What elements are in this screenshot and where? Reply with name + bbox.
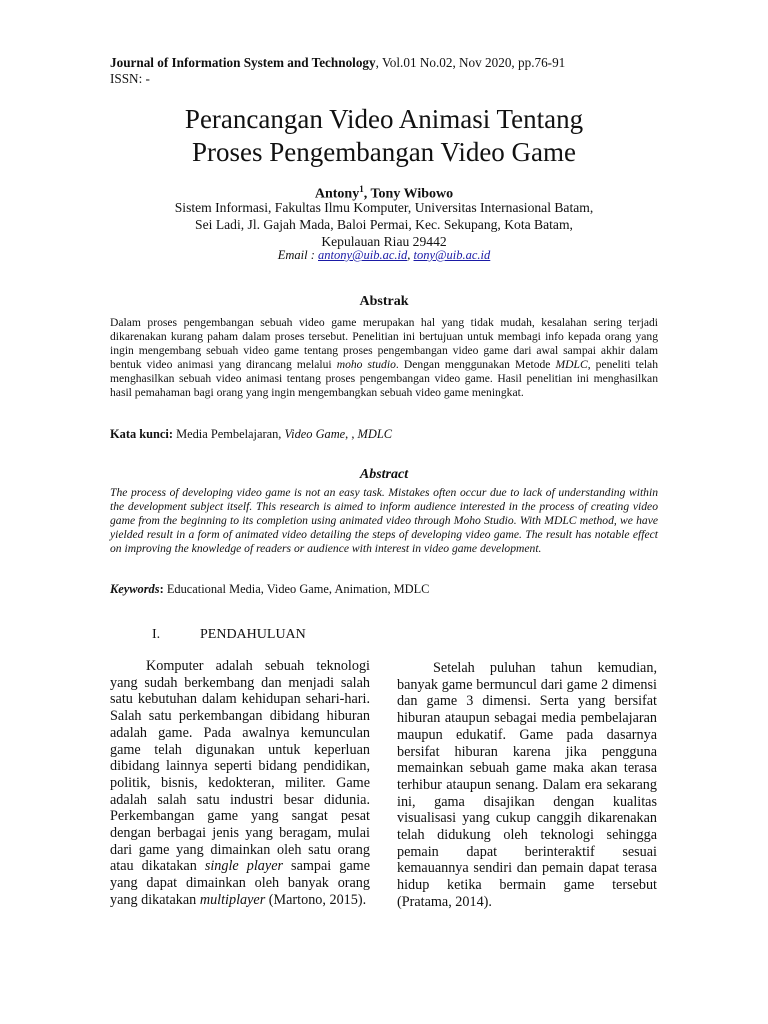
email-label: Email :	[277, 248, 318, 262]
body-text: Setelah puluhan tahun kemudian, banyak game bermuncul dari game 2 dimensi dan game 3 dimensi. Serta yang bersifat hiburan ataupun sebagai media pembelajaran maupun edukatif. Game pada dasarnya bersifat hiburan karena jika pengguna memainkan sebuah game maka akan terasa terhibur ataupun senang. Dalam era sekarang ini, gama disajikan dengan kualitas visualisasi yang cukup canggih dikarenakan telah didukung oleh teknologi sehingga pemain dapat berinteraktif sesuai kemauannya sendiri dan pemain dapat terasa hidup ketika bermain game tersebut (Pratama, 2014).	[397, 660, 657, 910]
abstrak-text: , peneliti telah menghasilkan sebuah video animasi tentang proses pengembangan video game. Hasil penelitian ini menghasilkan hasil pemahaman bagi orang yang ingin mengembangkan sebuah video game meningkat.	[110, 358, 659, 399]
paper-title	[0, 103, 768, 169]
body-column-left	[110, 658, 370, 909]
email-separator: ,	[407, 248, 414, 262]
abstrak-text: Dalam proses pengembangan sebuah video game merupakan hal yang tidak mudah, kesalahan sering terjadi dikarenakan kurang paham dalam proses tersebut. Penelitian ini bertujuan untuk membagi info kepada orang yang ingin mengembang sebuah video game tentang proses pengembangan video game dari awal sampai akhir dalam bentuk video animasi yang dirancang melalui	[110, 316, 658, 371]
keywords-label	[110, 582, 164, 596]
author-name: Antony	[314, 186, 360, 202]
email-link-antony[interactable]: antony@uib.ac.id	[318, 248, 408, 262]
section-heading-pendahuluan	[152, 627, 306, 643]
body-emphasis: multiplayer	[199, 891, 266, 908]
abstrak-emphasis: moho studio	[336, 358, 396, 371]
affiliation-line: Sistem Informasi, Fakultas Ilmu Komputer, Universitas Internasional Batam,	[174, 200, 594, 215]
abstrak-heading: Abstrak	[359, 294, 409, 309]
journal-name: Journal of Information System and Technology	[110, 55, 376, 70]
author-affiliation-mark: 1	[359, 184, 364, 194]
body-emphasis: single player	[204, 858, 284, 875]
kata-kunci-text: Media Pembelajaran,	[173, 427, 285, 441]
keywords-colon: :	[159, 582, 164, 596]
kata-kunci-emphasis: MDLC	[357, 427, 392, 441]
affiliation-line: Kepulauan Riau 29442	[321, 234, 447, 249]
paper-title-line-2: Proses Pengembangan Video Game	[191, 137, 577, 167]
keywords-label-text: Keywords	[110, 582, 160, 596]
body-text: sampai game yang dapat dimainkan oleh banyak orang yang dikatakan	[110, 858, 370, 908]
body-text: Komputer adalah sebuah teknologi yang sudah berkembang dan menjadi salah satu kebutuhan dalam kehidupan sehari-hari. Salah satu perkembangan dibidang hiburan adalah game. Pada awalnya kemunculan game telah digunakan untuk keperluan dibidang lainnya seperti bidang pendidikan, politik, bisnis, kedokteran, militer. Game adalah salah satu industri besar didunia. Perkembangan game yang sangat pesat dengan berbagai jenis yang beragam, mulai dari game yang dimainkan oleh satu orang atau dikatakan	[110, 658, 370, 875]
paper-title-line-1: Perancangan Video Animasi Tentang	[184, 104, 584, 134]
kata-kunci	[110, 427, 658, 442]
journal-issn: ISSN: -	[110, 71, 150, 86]
section-title: PENDAHULUAN	[200, 627, 306, 642]
journal-citation	[110, 55, 670, 71]
abstrak-emphasis: MDLC	[555, 358, 588, 371]
abstract-body: The process of developing video game is not an easy task. Mistakes often occur due to lack of understanding within the development subject itself. This research is aimed to inform audience interested in the process of creating video game from the beginning to its completion using animated video through Moho Studio. With MDLC method, we have yielded result in a form of animated video detailing the steps of developing video game. The result has notable effect on improving the knowledge of readers or audience with interest in video game development.	[110, 486, 658, 555]
keywords	[110, 582, 658, 597]
body-column-right	[397, 660, 657, 911]
affiliation	[0, 199, 768, 250]
body-text: (Martono, 2015).	[265, 891, 367, 908]
email-line	[0, 248, 768, 263]
kata-kunci-text: , ,	[345, 427, 358, 441]
affiliation-line: Sei Ladi, Jl. Gajah Mada, Baloi Permai, Kec. Sekupang, Kota Batam,	[195, 217, 573, 232]
abstract-heading: Abstract	[359, 467, 409, 482]
kata-kunci-label: Kata kunci:	[110, 427, 173, 441]
author-name: , Tony Wibowo	[363, 186, 454, 202]
keywords-text: Educational Media, Video Game, Animation, MDLC	[163, 582, 430, 596]
kata-kunci-emphasis: Video Game	[284, 427, 346, 441]
journal-volume-info: , Vol.01 No.02, Nov 2020, pp.76-91	[375, 55, 566, 70]
email-link-tony[interactable]: tony@uib.ac.id	[413, 248, 491, 262]
abstrak-text: . Dengan menggunakan Metode	[395, 358, 556, 371]
section-number: I.	[152, 627, 161, 642]
journal-header	[110, 55, 670, 87]
abstrak-body	[110, 316, 658, 400]
